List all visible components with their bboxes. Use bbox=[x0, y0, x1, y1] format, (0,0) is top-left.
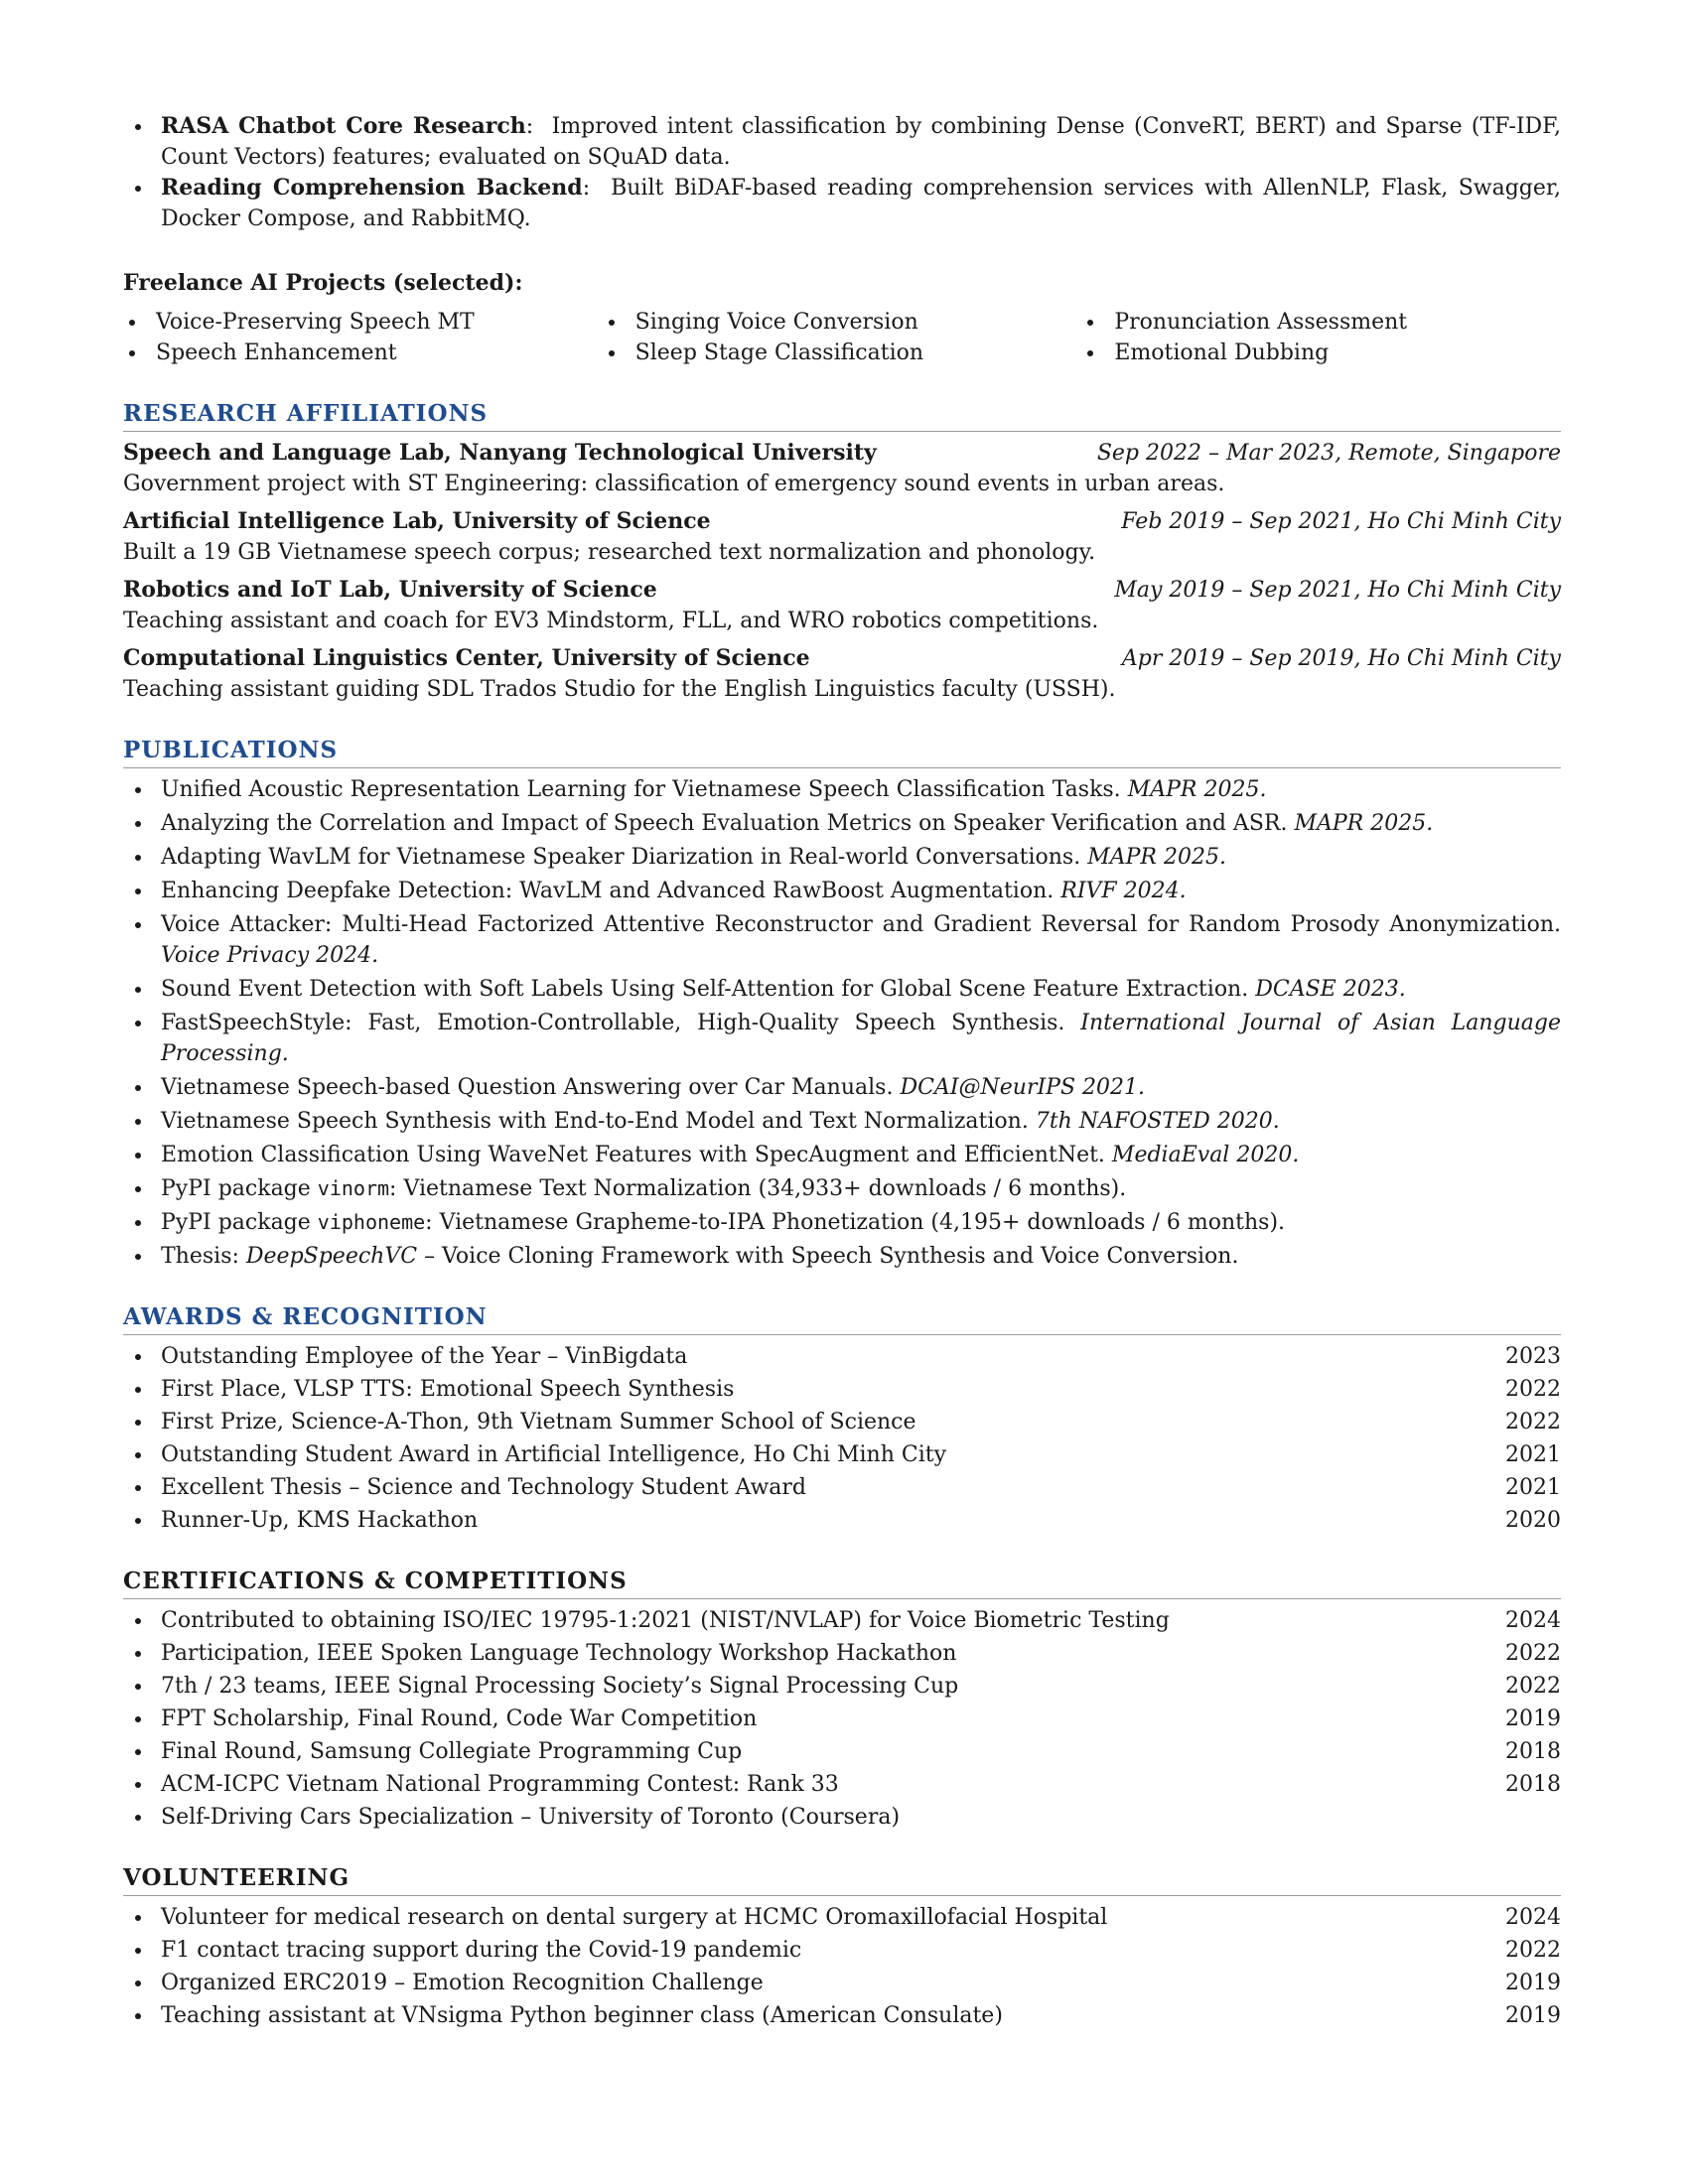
certification-year: 2018 bbox=[1505, 1739, 1561, 1764]
certification-year: 2018 bbox=[1505, 1772, 1561, 1797]
award-year: 2020 bbox=[1505, 1508, 1561, 1533]
freelance-item: Emotional Dubbing bbox=[1081, 338, 1561, 368]
publication-venue: MAPR 2025. bbox=[1087, 845, 1226, 870]
thesis-desc: – Voice Cloning Framework with Speech Synthesis and Voice Conversion. bbox=[424, 1244, 1239, 1269]
certification-item bbox=[123, 1736, 1561, 1767]
volunteering-text: Teaching assistant at VNsigma Python beginner class (American Consulate) bbox=[161, 2003, 1003, 2028]
publication-venue: DCAI@NeurIPS 2021. bbox=[900, 1075, 1145, 1100]
certification-item bbox=[123, 1638, 1561, 1669]
award-item bbox=[123, 1341, 1561, 1372]
certification-text: Contributed to obtaining ISO/IEC 19795-1:2021 (NIST/NVLAP) for Voice Biometric Testing bbox=[161, 1608, 1170, 1633]
affiliation-name: Robotics and IoT Lab, University of Science bbox=[123, 577, 657, 603]
award-text: Outstanding Student Award in Artificial Intelligence, Ho Chi Minh City bbox=[161, 1442, 947, 1467]
pypi-item bbox=[123, 1173, 1561, 1204]
certification-item bbox=[123, 1704, 1561, 1734]
section-title: RESEARCH AFFILIATIONS bbox=[123, 398, 1561, 432]
freelance-item: Pronunciation Assessment bbox=[1081, 307, 1561, 338]
freelance-item: Singing Voice Conversion bbox=[603, 307, 1082, 338]
publication-title: Voice Attacker: Multi-Head Factorized Attentive Reconstructor and Gradient Reversal for Random Prosody Anonymization. bbox=[161, 912, 1561, 937]
freelance-col-3 bbox=[1081, 307, 1561, 368]
section-title: VOLUNTEERING bbox=[123, 1862, 1561, 1896]
volunteering-text: Volunteer for medical research on dental surgery at HCMC Oromaxillofacial Hospital bbox=[161, 1905, 1108, 1930]
certification-text: FPT Scholarship, Final Round, Code War Competition bbox=[161, 1706, 758, 1731]
affiliation-desc: Built a 19 GB Vietnamese speech corpus; researched text normalization and phonology. bbox=[123, 540, 1096, 565]
award-text: Excellent Thesis – Science and Technology Student Award bbox=[161, 1475, 806, 1500]
volunteering-item bbox=[123, 1935, 1561, 1966]
certification-text: Final Round, Samsung Collegiate Programming Cup bbox=[161, 1739, 743, 1764]
publication-title: Sound Event Detection with Soft Labels Using Self-Attention for Global Scene Feature Extraction. bbox=[161, 977, 1249, 1002]
publication-venue: Voice Privacy 2024. bbox=[161, 943, 379, 968]
section-publications bbox=[123, 735, 1561, 1272]
award-list bbox=[123, 1341, 1561, 1536]
certification-text: Self-Driving Cars Specialization – University of Toronto (Coursera) bbox=[161, 1805, 901, 1830]
volunteering-year: 2019 bbox=[1505, 2003, 1561, 2028]
affiliation-desc: Teaching assistant and coach for EV3 Mindstorm, FLL, and WRO robotics competitions. bbox=[123, 609, 1099, 633]
section-research-affiliations bbox=[123, 398, 1561, 705]
award-year: 2022 bbox=[1505, 1377, 1561, 1402]
pypi-prefix: PyPI package bbox=[161, 1176, 311, 1201]
certification-item bbox=[123, 1802, 1561, 1833]
award-item bbox=[123, 1505, 1561, 1536]
award-item bbox=[123, 1472, 1561, 1503]
certification-item bbox=[123, 1605, 1561, 1636]
freelance-item: Voice-Preserving Speech MT bbox=[123, 307, 603, 338]
award-year: 2022 bbox=[1505, 1410, 1561, 1434]
freelance-item: Sleep Stage Classification bbox=[603, 338, 1082, 368]
certification-item bbox=[123, 1769, 1561, 1800]
award-text: Outstanding Employee of the Year – VinBigdata bbox=[161, 1344, 688, 1369]
publication-venue: MAPR 2025. bbox=[1294, 811, 1434, 836]
award-item bbox=[123, 1374, 1561, 1405]
publication-item bbox=[123, 1106, 1561, 1137]
affiliation-meta: Feb 2019 – Sep 2021, Ho Chi Minh City bbox=[1121, 509, 1561, 534]
thesis-prefix: Thesis: bbox=[161, 1244, 239, 1269]
publication-item bbox=[123, 876, 1561, 906]
project-item: RASA Chatbot Core Research: Improved intent classification by combining Dense (ConveRT, BERT) and Sparse (TF-IDF, Count Vectors) features; evaluated on SQuAD data. bbox=[123, 111, 1561, 173]
project-title: Reading Comprehension Backend bbox=[161, 175, 583, 201]
publication-title: Adapting WavLM for Vietnamese Speaker Diarization in Real-world Conversations. bbox=[161, 845, 1081, 870]
publication-title: Unified Acoustic Representation Learning for Vietnamese Speech Classification Tasks. bbox=[161, 777, 1121, 802]
affiliation-name: Artificial Intelligence Lab, University of Science bbox=[123, 508, 711, 534]
affiliation-desc: Government project with ST Engineering: classification of emergency sound events in urban areas. bbox=[123, 472, 1225, 496]
publication-title: Vietnamese Speech Synthesis with End-to-End Model and Text Normalization. bbox=[161, 1109, 1029, 1134]
award-year: 2021 bbox=[1505, 1475, 1561, 1500]
certification-text: ACM-ICPC Vietnam National Programming Contest: Rank 33 bbox=[161, 1772, 839, 1797]
publication-item bbox=[123, 909, 1561, 971]
award-year: 2021 bbox=[1505, 1442, 1561, 1467]
pypi-prefix: PyPI package bbox=[161, 1210, 311, 1235]
certification-year: 2019 bbox=[1505, 1706, 1561, 1731]
publication-item bbox=[123, 974, 1561, 1005]
publication-list bbox=[123, 774, 1561, 1272]
award-text: First Place, VLSP TTS: Emotional Speech Synthesis bbox=[161, 1377, 735, 1402]
project-desc: Improved intent classification by combining Dense (ConveRT, BERT) and Sparse (TF-IDF, Count Vectors) features; evaluated on SQuAD data. bbox=[161, 114, 1561, 170]
volunteering-year: 2019 bbox=[1505, 1971, 1561, 1995]
affiliation-name: Computational Linguistics Center, University of Science bbox=[123, 645, 810, 671]
certification-list bbox=[123, 1605, 1561, 1833]
publication-title: FastSpeechStyle: Fast, Emotion-Controllable, High-Quality Speech Synthesis. bbox=[161, 1011, 1065, 1035]
publication-venue: MediaEval 2020. bbox=[1111, 1143, 1300, 1167]
publication-venue: International Journal of Asian Language Processing. bbox=[161, 1011, 1561, 1066]
section-title: PUBLICATIONS bbox=[123, 735, 1561, 768]
publication-title: Emotion Classification Using WaveNet Features with SpecAugment and EfficientNet. bbox=[161, 1143, 1105, 1167]
publication-venue: MAPR 2025. bbox=[1127, 777, 1267, 802]
project-desc: Built BiDAF-based reading comprehension services with AllenNLP, Flask, Swagger, Docker Compose, and RabbitMQ. bbox=[161, 176, 1561, 231]
affiliation-name: Speech and Language Lab, Nanyang Technological University bbox=[123, 440, 877, 466]
certification-text: 7th / 23 teams, IEEE Signal Processing Society’s Signal Processing Cup bbox=[161, 1674, 959, 1699]
freelance-heading: Freelance AI Projects (selected): bbox=[123, 270, 523, 296]
publication-item bbox=[123, 1140, 1561, 1170]
volunteering-item bbox=[123, 1902, 1561, 1933]
thesis-name: DeepSpeechVC bbox=[245, 1244, 418, 1269]
freelance-col-1 bbox=[123, 307, 603, 368]
freelance-col-2 bbox=[603, 307, 1082, 368]
publication-item bbox=[123, 774, 1561, 805]
section-awards bbox=[123, 1301, 1561, 1536]
pypi-package-name: vinorm bbox=[317, 1176, 390, 1200]
award-text: Runner-Up, KMS Hackathon bbox=[161, 1508, 479, 1533]
section-title: AWARDS & RECOGNITION bbox=[123, 1301, 1561, 1335]
freelance-columns bbox=[123, 307, 1561, 368]
publication-venue: 7th NAFOSTED 2020. bbox=[1035, 1109, 1280, 1134]
publication-title: Analyzing the Correlation and Impact of Speech Evaluation Metrics on Speaker Verification and ASR. bbox=[161, 811, 1288, 836]
section-volunteering bbox=[123, 1862, 1561, 2031]
affiliation-entry bbox=[123, 506, 1561, 568]
project-item: Reading Comprehension Backend: Built BiDAF-based reading comprehension services with AllenNLP, Flask, Swagger, Docker Compose, and RabbitMQ. bbox=[123, 173, 1561, 234]
award-year: 2023 bbox=[1505, 1344, 1561, 1369]
certification-year: 2022 bbox=[1505, 1641, 1561, 1666]
project-title: RASA Chatbot Core Research bbox=[161, 113, 526, 139]
volunteering-list bbox=[123, 1902, 1561, 2031]
thesis-item bbox=[123, 1241, 1561, 1272]
publication-venue: RIVF 2024. bbox=[1060, 879, 1187, 903]
volunteering-year: 2024 bbox=[1505, 1905, 1561, 1930]
affiliation-entry bbox=[123, 575, 1561, 636]
volunteering-text: F1 contact tracing support during the Covid-19 pandemic bbox=[161, 1938, 802, 1963]
affiliation-meta: Apr 2019 – Sep 2019, Ho Chi Minh City bbox=[1121, 646, 1561, 671]
pypi-desc: : Vietnamese Text Normalization (34,933+ downloads / 6 months). bbox=[389, 1176, 1127, 1201]
affiliation-meta: Sep 2022 – Mar 2023, Remote, Singapore bbox=[1096, 441, 1561, 466]
volunteering-text: Organized ERC2019 – Emotion Recognition Challenge bbox=[161, 1971, 764, 1995]
certification-year: 2024 bbox=[1505, 1608, 1561, 1633]
publication-item bbox=[123, 1008, 1561, 1069]
pypi-item bbox=[123, 1207, 1561, 1238]
publication-item bbox=[123, 808, 1561, 839]
section-certifications bbox=[123, 1566, 1561, 1833]
publication-venue: DCASE 2023. bbox=[1255, 977, 1406, 1002]
certification-year: 2022 bbox=[1505, 1674, 1561, 1699]
certification-text: Participation, IEEE Spoken Language Technology Workshop Hackathon bbox=[161, 1641, 957, 1666]
volunteering-item bbox=[123, 1968, 1561, 1998]
award-item bbox=[123, 1439, 1561, 1470]
volunteering-item bbox=[123, 2000, 1561, 2031]
publication-title: Enhancing Deepfake Detection: WavLM and Advanced RawBoost Augmentation. bbox=[161, 879, 1055, 903]
pypi-package-name: viphoneme bbox=[317, 1210, 426, 1234]
project-list bbox=[123, 111, 1561, 234]
publication-title: Vietnamese Speech-based Question Answering over Car Manuals. bbox=[161, 1075, 894, 1100]
pypi-desc: : Vietnamese Grapheme-to-IPA Phonetization (4,195+ downloads / 6 months). bbox=[425, 1210, 1286, 1235]
award-text: First Prize, Science-A-Thon, 9th Vietnam Summer School of Science bbox=[161, 1410, 916, 1434]
section-title: CERTIFICATIONS & COMPETITIONS bbox=[123, 1566, 1561, 1599]
affiliation-entry bbox=[123, 438, 1561, 499]
certification-item bbox=[123, 1671, 1561, 1702]
affiliation-desc: Teaching assistant guiding SDL Trados Studio for the English Linguistics faculty (USSH). bbox=[123, 677, 1116, 702]
publication-item bbox=[123, 1072, 1561, 1103]
volunteering-year: 2022 bbox=[1505, 1938, 1561, 1963]
freelance-item: Speech Enhancement bbox=[123, 338, 603, 368]
award-item bbox=[123, 1407, 1561, 1437]
affiliation-entry bbox=[123, 643, 1561, 705]
publication-item bbox=[123, 842, 1561, 873]
affiliation-meta: May 2019 – Sep 2021, Ho Chi Minh City bbox=[1114, 578, 1561, 603]
